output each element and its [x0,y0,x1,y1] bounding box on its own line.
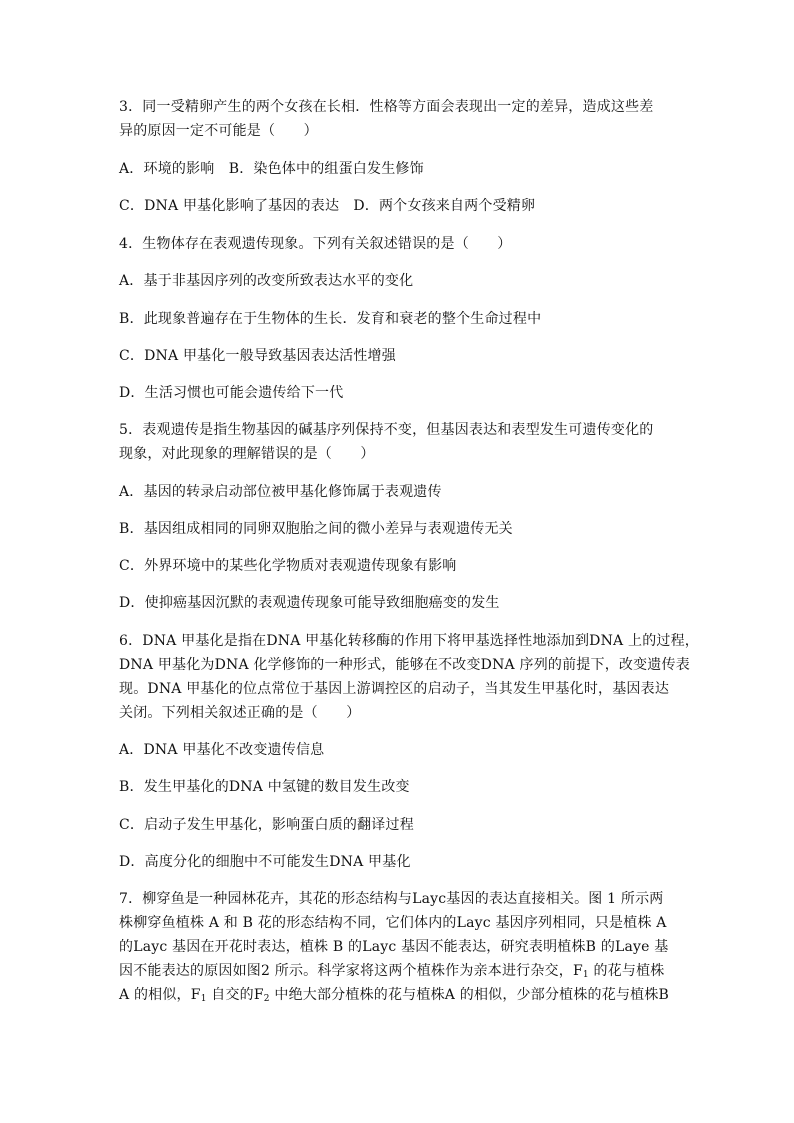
q7-stem-line-1: 7．柳穿鱼是一种园林花卉，其花的形态结构与Layc基因的表达直接相关。图 1 所示两 [119,891,664,907]
q7-stem-line-3: 的Layc 基因在开花时表达，植株 B 的Layc 基因不能表达，研究表明植株B 的Laye 基 [119,939,669,955]
q7-stem-line-4: 因不能表达的原因如图2 所示。科学家将这两个植株作为亲本进行杂交，$F_1$ 的花与植株 [119,963,665,980]
q5-option-a: A．基因的转录启动部位被甲基化修饰属于表观遗传 [119,484,442,500]
q6-option-c: C．启动子发生甲基化，影响蛋白质的翻译过程 [119,817,414,833]
q4-option-b: B．此现象普遍存在于生物体的生长．发育和衰老的整个生命过程中 [119,311,542,327]
q6-stem-line-3: 现。DNA 甲基化的位点常位于基因上游调控区的启动子，当其发生甲基化时，基因表达 [119,681,670,697]
q3-option-cd: C．DNA 甲基化影响了基因的表达 D．两个女孩来自两个受精卵 [119,198,536,214]
q7-stem-line-2: 株柳穿鱼植株 A 和 B 花的形态结构不同，它们体内的Layc 基因序列相同，只是植株 A [119,915,667,931]
q4-stem-line-1: 4．生物体存在表观遗传现象。下列有关叙述错误的是（ ） [119,236,512,252]
q5-option-d: D．使抑癌基因沉默的表观遗传现象可能导致细胞癌变的发生 [119,595,500,611]
q3-stem-line-2: 异的原因一定不可能是（ ） [119,123,318,139]
q6-stem-line-1: 6．DNA 甲基化是指在DNA 甲基化转移酶的作用下将甲基选择性地添加到DNA 上的过程， [119,633,700,649]
q5-option-b: B．基因组成相同的同卵双胞胎之间的微小差异与表观遗传无关 [119,521,513,537]
q6-option-b: B．发生甲基化的DNA 中氢键的数目发生改变 [119,779,410,795]
q7-stem-line-5: A 的相似，$F_1$ 自交的$F_2$ 中绝大部分植株的花与植株A 的相似，少部分植株的花与植株B [119,987,670,1004]
q6-stem-line-2: DNA 甲基化为DNA 化学修饰的一种形式，能够在不改变DNA 序列的前提下，改变遗传表 [119,657,690,673]
q4-option-d: D．生活习惯也可能会遗传给下一代 [119,385,344,401]
q5-stem-line-1: 5．表观遗传是指生物基因的碱基序列保持不变，但基因表达和表型发生可遗传变化的 [119,422,654,438]
q6-option-d: D．高度分化的细胞中不可能发生DNA 甲基化 [119,854,411,870]
q3-stem-line-1: 3．同一受精卵产生的两个女孩在长相．性格等方面会表现出一定的差异，造成这些差 [119,99,654,115]
q4-option-c: C．DNA 甲基化一般导致基因表达活性增强 [119,348,396,364]
q6-option-a: A．DNA 甲基化不改变遗传信息 [119,742,325,758]
q4-option-a: A．基于非基因序列的改变所致表达水平的变化 [119,273,414,289]
q5-stem-line-2: 现象，对此现象的理解错误的是（ ） [119,446,375,462]
q5-option-c: C．外界环境中的某些化学物质对表观遗传现象有影响 [119,558,457,574]
q3-option-ab: A．环境的影响 B．染色体中的组蛋白发生修饰 [119,161,424,177]
q6-stem-line-4: 关闭。下列相关叙述正确的是（ ） [119,705,361,721]
